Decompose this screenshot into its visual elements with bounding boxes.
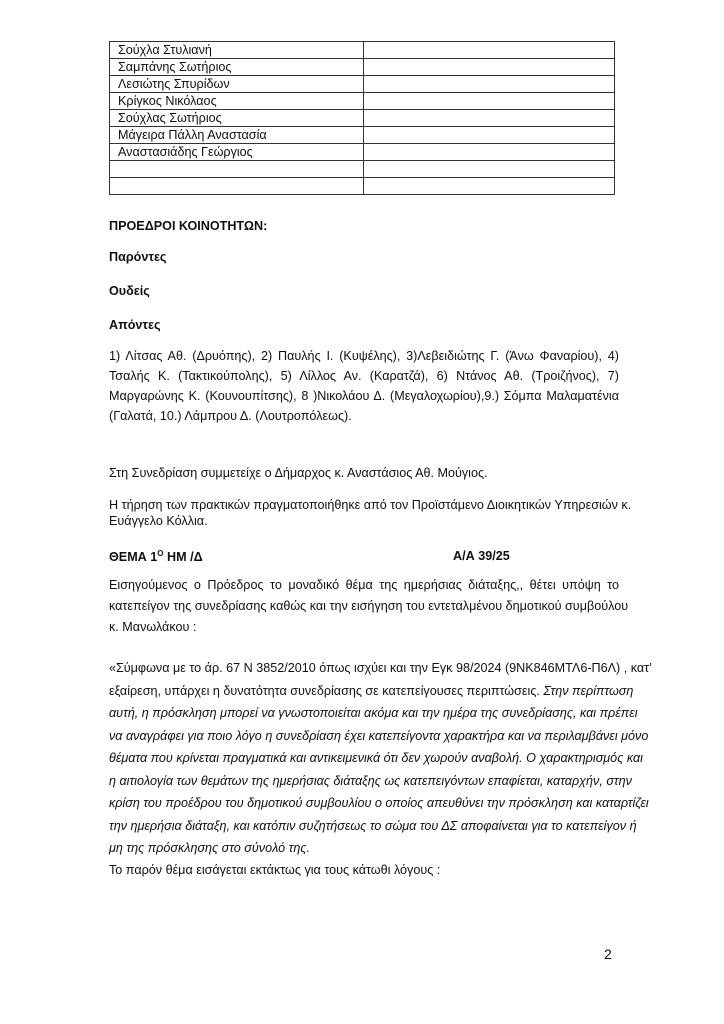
table-row <box>110 178 615 195</box>
table-row <box>110 110 615 127</box>
presidents-heading: ΠΡΟΕΔΡΟΙ ΚΟΙΝΟΤΗΤΩΝ: <box>109 219 268 233</box>
intro-paragraph <box>109 575 629 638</box>
quote-line: την ημερήσια διάταξη, και κατόπιν συζητήσεως το σώμα του ΔΣ αποφαίνεται για το κατεπείγον ή <box>109 818 637 833</box>
quote-line: η αιτιολογία των θεμάτων της ημερήσιας διάταξης ως κατεπειγόντων επαφίεται, καταρχήν, στην <box>109 773 632 788</box>
member-name-cell: Μάγειρα Πάλλη Αναστασία <box>110 127 364 144</box>
quoted-proposal <box>109 657 652 880</box>
topic-superscript: Ο <box>157 549 164 558</box>
member-name-cell: Αναστασιάδης Γεώργιος <box>110 144 364 161</box>
absent-list <box>109 346 619 426</box>
topic-reference-number: Α/Α 39/25 <box>453 549 510 563</box>
table-row <box>110 161 615 178</box>
quote-line: κρίση του προέδρου του δημοτικού συμβουλίου ο οποίος απευθύνει την πρόσκληση και καταρτίζει <box>109 796 649 810</box>
member-name-cell: Κρίγκος Νικόλαος <box>110 93 364 110</box>
member-name-cell <box>110 178 364 195</box>
member-status-cell <box>364 161 615 178</box>
present-value: Ουδείς <box>109 284 150 298</box>
absent-line: (Γαλατά, 10.) Λάμπρου Δ. (Λουτροπόλεως). <box>109 409 352 423</box>
intro-line: κατεπείγον της συνεδρίασης καθώς και την εισήγηση του εντεταλμένου δημοτικού συμβούλου <box>109 599 629 613</box>
members-attendance-table <box>109 41 615 195</box>
member-status-cell <box>364 76 615 93</box>
minutes-line: Ευάγγελο Κόλλια. <box>109 514 208 528</box>
member-status-cell <box>364 59 615 76</box>
absent-label: Απόντες <box>109 318 161 332</box>
quote-line: «Σύμφωνα με το άρ. 67 Ν 3852/2010 όπως ισχύει και την Εγκ 98/2024 (9ΝΚ846ΜΤΛ6-Π6Λ) , κατ’ <box>109 661 652 675</box>
intro-line: κ. Μανωλάκου : <box>109 620 197 634</box>
member-name-cell <box>110 161 364 178</box>
member-status-cell <box>364 178 615 195</box>
quote-line: θέματα που κρίνεται πραγματικά και αντικειμενικά ότι δεν χωρούν αναβολή. Ο χαρακτηρισμός και <box>109 751 643 765</box>
mayor-participation-text: Στη Συνεδρίαση συμμετείχε ο Δήμαρχος κ. Αναστάσιος Αθ. Μούγιος. <box>109 466 488 480</box>
present-label: Παρόντες <box>109 250 167 264</box>
member-status-cell <box>364 42 615 59</box>
member-name-cell: Σούχλας Σωτήριος <box>110 110 364 127</box>
member-status-cell <box>364 127 615 144</box>
table-row <box>110 93 615 110</box>
member-status-cell <box>364 144 615 161</box>
page-number: 2 <box>604 946 612 962</box>
topic-heading <box>109 549 619 564</box>
quote-line: να αναγράφει για ποιο λόγο η συνεδρίαση έχει κατεπείγοντα χαρακτήρα και να περιλαμβάνει μόνο <box>109 728 649 743</box>
table-row <box>110 42 615 59</box>
absent-line: 1) Λίτσας Αθ. (Δρυόπης), 2) Παυλής Ι. (Κυψέλης), 3)Λεβειδιώτης Γ. (Άνω Φαναρίου), 4) <box>109 349 619 363</box>
table-row <box>110 127 615 144</box>
topic-suffix: ΗΜ /Δ <box>163 550 203 565</box>
quote-italic-text: Στην περίπτωση <box>539 683 634 698</box>
minutes-keeper-paragraph <box>109 497 632 529</box>
table-row <box>110 144 615 161</box>
quote-line: αυτή, η πρόσκληση μπορεί να γνωστοποιείται ακόμα και την ημέρα της συνεδρίασης, και πρέπει <box>109 706 638 720</box>
absent-line: Μαργαρώνης Κ. (Κουνουπίτσης), 8 )Νικολάου Δ. (Μεγαλοχωρίου),9.) Σόμπα Μαλαματένια <box>109 389 619 403</box>
member-status-cell <box>364 110 615 127</box>
minutes-line: Η τήρηση των πρακτικών πραγματοποιήθηκε από τον Προϊστάμενο Διοικητικών Υπηρεσιών κ. <box>109 498 632 512</box>
member-name-cell: Σούχλα Στυλιανή <box>110 42 364 59</box>
intro-line: Εισηγούμενος ο Πρόεδρος το μοναδικό θέμα της ημερήσιας διάταξης,, θέτει υπόψη το <box>109 578 619 592</box>
quote-normal-text: εξαίρεση, υπάρχει η δυνατότητα συνεδρίασης σε κατεπείγουσες περιπτώσεις. <box>109 683 540 698</box>
member-status-cell <box>364 93 615 110</box>
table-row <box>110 59 615 76</box>
member-name-cell: Λεσιώτης Σπυρίδων <box>110 76 364 93</box>
closing-line: Το παρόν θέμα εισάγεται εκτάκτως για τους κάτωθι λόγους : <box>109 862 441 877</box>
quote-line <box>109 680 634 703</box>
absent-line: Τσαλής Κ. (Τακτικούπολης), 5) Λίλλος Αν. (Καρατζά), 6) Ντάνος Αθ. (Τροιζήνος), 7) <box>109 369 619 383</box>
table-row <box>110 76 615 93</box>
member-name-cell: Σαμπάνης Σωτήριος <box>110 59 364 76</box>
quote-line: μη της πρόσκλησης στο σύνολό της. <box>109 841 310 855</box>
topic-prefix: ΘΕΜΑ 1 <box>109 550 158 565</box>
